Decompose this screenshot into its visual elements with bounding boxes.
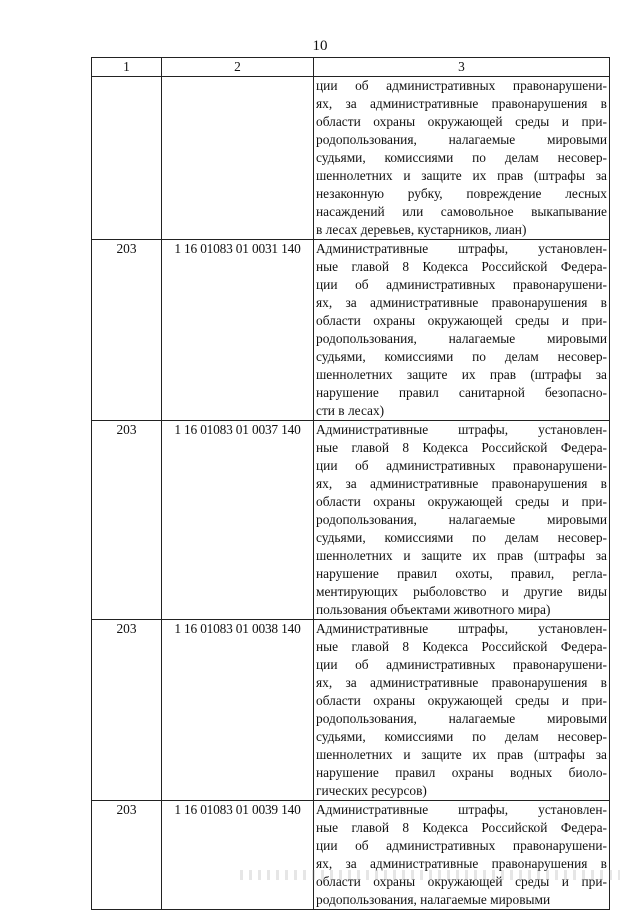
- budget-code-cell: 1 16 01083 01 0037 140: [162, 421, 314, 620]
- description-line: шеннолетних и защите их прав (штрафы за: [316, 168, 607, 183]
- description-line: ментирующих рыболовство и другие виды: [316, 584, 607, 599]
- admin-code-cell: 203: [92, 421, 162, 620]
- budget-code-cell: [162, 77, 314, 240]
- description-line: Административные штрафы, установлен-: [316, 422, 607, 437]
- description-line: шеннолетних и защите их прав (штрафы за: [316, 747, 607, 762]
- admin-code-cell: [92, 77, 162, 240]
- column-header-1: 1: [92, 58, 162, 77]
- description-line: насаждений или самовольное выкапывание: [316, 204, 607, 219]
- description-line: области охраны окружающей среды и при-: [316, 693, 607, 708]
- budget-code-cell: 1 16 01083 01 0039 140: [162, 801, 314, 910]
- description-line: Административные штрафы, установлен-: [316, 621, 607, 636]
- description-line: ции об административных правонарушени-: [316, 78, 607, 93]
- column-header-3: 3: [314, 58, 610, 77]
- description-line: ях, за административные правонарушения в: [316, 295, 607, 310]
- description-line: области охраны окружающей среды и при-: [316, 114, 607, 129]
- description-line: ные главой 8 Кодекса Российской Федера-: [316, 440, 607, 455]
- description-line: нарушение правил охраны водных биоло-: [316, 765, 607, 780]
- description-line: родопользования, налагаемые мировыми: [316, 711, 607, 726]
- table-row: [92, 240, 610, 421]
- description-line: ции об административных правонарушени-: [316, 657, 607, 672]
- column-header-2: 2: [162, 58, 314, 77]
- description-line: родопользования, налагаемые мировыми: [316, 512, 607, 527]
- description-line: ные главой 8 Кодекса Российской Федера-: [316, 259, 607, 274]
- description-line: шеннолетних защите их прав (штрафы за: [316, 367, 607, 382]
- description-line: ции об административных правонарушени-: [316, 838, 607, 853]
- description-line: сти в лесах): [316, 403, 385, 418]
- table-row: [92, 801, 610, 910]
- description-line: ях, за административные правонарушения в: [316, 476, 607, 491]
- description-line: нарушение правил санитарной безопасно-: [316, 385, 607, 400]
- description-cell: [314, 620, 610, 801]
- table-row: [92, 77, 610, 240]
- description-line: области охраны окружающей среды и при-: [316, 313, 607, 328]
- description-line: в лесах деревьев, кустарников, лиан): [316, 222, 527, 237]
- admin-code-cell: 203: [92, 240, 162, 421]
- description-line: судьями, комиссиями по делам несовер-: [316, 349, 607, 364]
- table-row: [92, 421, 610, 620]
- description-line: судьями, комиссиями по делам несовер-: [316, 530, 607, 545]
- description-line: незаконную рубку, повреждение лесных: [316, 186, 607, 201]
- description-line: гических ресурсов): [316, 783, 427, 798]
- admin-code-cell: 203: [92, 620, 162, 801]
- description-line: родопользования, налагаемые мировыми: [316, 132, 607, 147]
- description-line: области охраны окружающей среды и при-: [316, 874, 607, 889]
- description-line: родопользования, налагаемые мировыми: [316, 892, 551, 907]
- revenue-codes-table: [91, 57, 610, 910]
- description-line: пользования объектами животного мира): [316, 602, 551, 617]
- description-line: Административные штрафы, установлен-: [316, 241, 607, 256]
- budget-code-cell: 1 16 01083 01 0038 140: [162, 620, 314, 801]
- admin-code-cell: 203: [92, 801, 162, 910]
- description-line: ные главой 8 Кодекса Российской Федера-: [316, 639, 607, 654]
- scan-artifact: [240, 870, 620, 880]
- table-row: [92, 620, 610, 801]
- description-line: судьями, комиссиями по делам несовер-: [316, 729, 607, 744]
- description-line: ях, за административные правонарушения в: [316, 856, 607, 871]
- description-line: судьями, комиссиями по делам несовер-: [316, 150, 607, 165]
- description-cell: [314, 77, 610, 240]
- description-line: ях, за административные правонарушения в: [316, 675, 607, 690]
- description-line: ях, за административные правонарушения в: [316, 96, 607, 111]
- description-line: области охраны окружающей среды и при-: [316, 494, 607, 509]
- description-line: ции об административных правонарушени-: [316, 277, 607, 292]
- description-line: нарушение правил охоты, правил, регла-: [316, 566, 607, 581]
- description-cell: [314, 801, 610, 910]
- description-line: ции об административных правонарушени-: [316, 458, 607, 473]
- description-cell: [314, 421, 610, 620]
- page-number: 10: [312, 38, 328, 54]
- budget-code-cell: 1 16 01083 01 0031 140: [162, 240, 314, 421]
- description-line: родопользования, налагаемые мировыми: [316, 331, 607, 346]
- description-line: ные главой 8 Кодекса Российской Федера-: [316, 820, 607, 835]
- description-line: Административные штрафы, установлен-: [316, 802, 607, 817]
- description-line: шеннолетних и защите их прав (штрафы за: [316, 548, 607, 563]
- description-cell: [314, 240, 610, 421]
- table-header-row: [92, 58, 610, 77]
